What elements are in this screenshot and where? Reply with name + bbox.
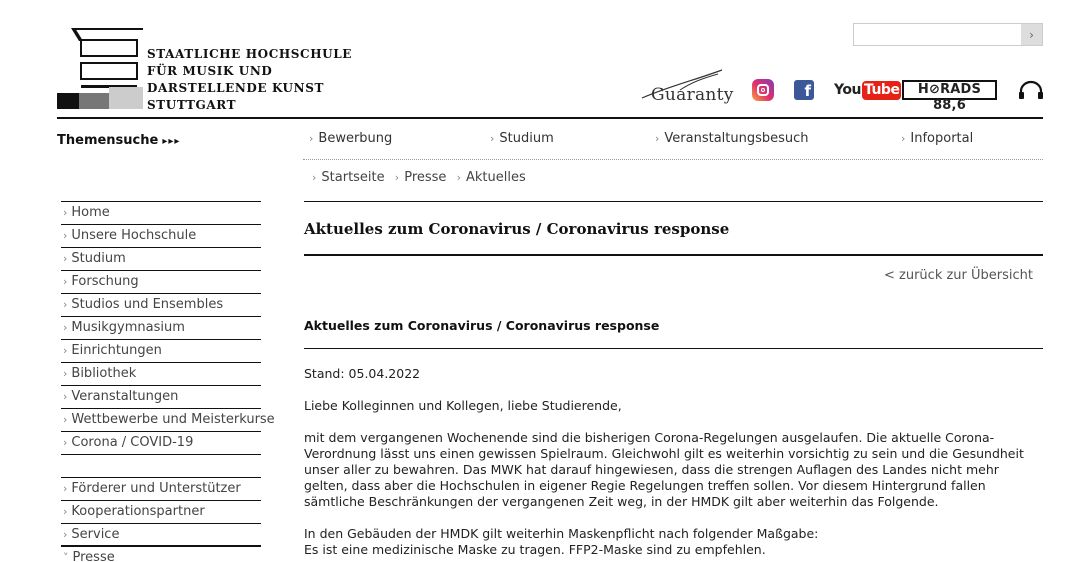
sidebar-item-label: Kooperationspartner [71,504,205,519]
subtitle-divider [304,348,1043,349]
sidebar-spacer [61,455,261,478]
chevron-right-icon: › [63,505,68,518]
sidebar-item-studium[interactable] [61,248,261,271]
article-paragraph-mask-type: Es ist eine medizinische Maske zu tragen. FFP2-Maske sind zu empfehlen. [304,542,766,557]
youtube-you: You [834,82,861,98]
sidebar-item-bibliothek[interactable] [61,363,261,386]
topnav-label: Veranstaltungsbesuch [664,131,809,146]
sidebar-item-label: Service [71,527,120,542]
triple-arrow-icon: ▸▸▸ [162,136,181,147]
sidebar-item-label: Studium [71,251,126,266]
sidebar-item-label: Home [71,205,110,220]
facebook-icon[interactable]: f [794,80,814,100]
breadcrumb-item-presse[interactable] [395,170,447,185]
sidebar-item-musikgymnasium[interactable] [61,317,261,340]
article-body [304,366,1043,558]
sidebar-item-label: Veranstaltungen [71,389,179,404]
search-input[interactable] [854,24,1021,45]
youtube-tube: Tube [863,81,900,98]
chevron-down-icon: ˅ [63,551,69,562]
nav-dotted-divider [303,159,1043,160]
sidebar-item-label: Wettbewerbe und Meisterkurse [71,412,275,427]
search-box [853,23,1043,46]
logo-line-4: STUTTGART [147,98,237,112]
sidebar-item-label: Presse [72,550,115,562]
top-navigation [0,131,1084,151]
topnav-item-bewerbung[interactable] [309,131,392,146]
logo-line-1: STAATLICHE HOCHSCHULE [147,47,352,61]
headphones-icon[interactable] [1018,80,1044,100]
breadcrumb-label: Startseite [321,170,385,185]
sidebar-item-einrichtungen[interactable] [61,340,261,363]
title-bottom-divider [304,254,1043,256]
sidebar-item-wettbewerbe[interactable] [61,409,275,432]
chevron-right-icon: › [63,321,68,334]
sidebar-item-veranstaltungen[interactable] [61,386,261,409]
chevron-right-icon: › [312,171,317,184]
topnav-item-studium[interactable] [490,131,554,146]
header-divider [57,117,1043,119]
horads-radio-link[interactable]: H⊘RADS 88,6 [902,80,997,100]
sidebar-item-corona[interactable] [61,432,261,455]
chevron-right-icon: › [490,132,495,145]
breadcrumb-label: Presse [404,170,447,185]
breadcrumb-item-aktuelles[interactable] [457,170,526,185]
breadcrumb-item-startseite[interactable] [312,170,385,185]
article-paragraph-mask-rule: In den Gebäuden der HMDK gilt weiterhin Maskenpflicht nach folgender Maßgabe: [304,526,819,541]
chevron-right-icon: › [63,482,68,495]
themensuche-label: Themensuche [57,133,159,148]
chevron-right-icon: › [63,206,68,219]
sidebar-nav [61,201,275,562]
chevron-right-icon: › [63,252,68,265]
guaranty-label: Guaranty [651,85,734,105]
breadcrumb-label: Aktuelles [465,170,526,185]
search-submit-button[interactable]: › [1021,24,1042,45]
logo-line-3: DARSTELLENDE KUNST [147,81,324,95]
article-subtitle: Aktuelles zum Coronavirus / Coronavirus response [304,318,660,333]
sidebar-item-label: Unsere Hochschule [71,228,197,243]
chevron-right-icon: › [63,390,68,403]
topnav-label: Infoportal [910,131,974,146]
sidebar-item-label: Bibliothek [71,366,137,381]
youtube-icon[interactable] [834,80,901,100]
breadcrumb [312,170,532,185]
chevron-right-icon: › [63,298,68,311]
logo-line-2: FÜR MUSIK UND [147,64,273,78]
page-title: Aktuelles zum Coronavirus / Coronavirus response [304,220,730,238]
topnav-item-infoportal[interactable] [901,131,973,146]
sidebar-item-kooperationspartner[interactable] [61,501,261,524]
sidebar-item-presse[interactable] [61,547,261,562]
main-content [304,201,1043,558]
sidebar-item-studios-und-ensembles[interactable] [61,294,261,317]
topnav-label: Studium [499,131,554,146]
chevron-right-icon: › [901,132,906,145]
sidebar-item-home[interactable] [61,202,261,225]
sidebar-item-label: Corona / COVID-19 [71,435,194,450]
hmdk-logo-mark [57,27,143,111]
hmdk-logo-text [147,46,352,114]
topnav-item-veranstaltungsbesuch[interactable] [655,131,809,146]
sidebar-item-service[interactable] [61,524,261,547]
sidebar-item-label: Studios und Ensembles [71,297,224,312]
chevron-right-icon: › [63,436,68,449]
chevron-right-icon: › [63,275,68,288]
sidebar-item-label: Musikgymnasium [71,320,185,335]
chevron-right-icon: › [63,528,68,541]
topnav-label: Bewerbung [318,131,393,146]
guaranty-link[interactable] [640,68,736,112]
chevron-right-icon: › [456,171,461,184]
back-to-overview-link[interactable]: < zurück zur Übersicht [884,268,1033,283]
article-greeting: Liebe Kolleginnen und Kollegen, liebe Studierende, [304,398,622,413]
sidebar-item-label: Einrichtungen [71,343,162,358]
sidebar-item-foerderer[interactable] [61,478,261,501]
chevron-right-icon: › [63,367,68,380]
chevron-right-icon: › [655,132,660,145]
article-date: Stand: 05.04.2022 [304,366,421,381]
chevron-right-icon: › [63,413,68,426]
chevron-right-icon: › [63,229,68,242]
chevron-right-icon: › [63,344,68,357]
chevron-right-icon: › [394,171,400,184]
instagram-icon[interactable] [752,79,774,101]
chevron-right-icon: › [309,132,314,145]
hmdk-logo[interactable] [57,27,357,111]
article-paragraph: mit dem vergangenen Wochenende sind die bisherigen Corona-Regelungen ausgelaufen. Die aktuelle Corona-Verordnung lässt uns einen gewissen Spielraum. Gleichwohl gilt es weiterhin vorsichtig zu sein und die Gesundheit unser aller zu bewahren. Das MWK hat darauf hingewiesen, dass die strengen Auflagen des Landes nicht mehr gelten, dass aber die Hochschulen in eigener Regie Regelungen treffen sollen. Vor diesem Hintergrund fallen sämtliche Beschränkungen der vergangenen Zeit weg, in der HMDK gilt aber weiterhin das Folgende. [304,430,1024,509]
sidebar-item-label: Förderer und Unterstützer [71,481,241,496]
sidebar-item-forschung[interactable] [61,271,261,294]
sidebar-item-label: Forschung [71,274,139,289]
sidebar-item-unsere-hochschule[interactable] [61,225,261,248]
